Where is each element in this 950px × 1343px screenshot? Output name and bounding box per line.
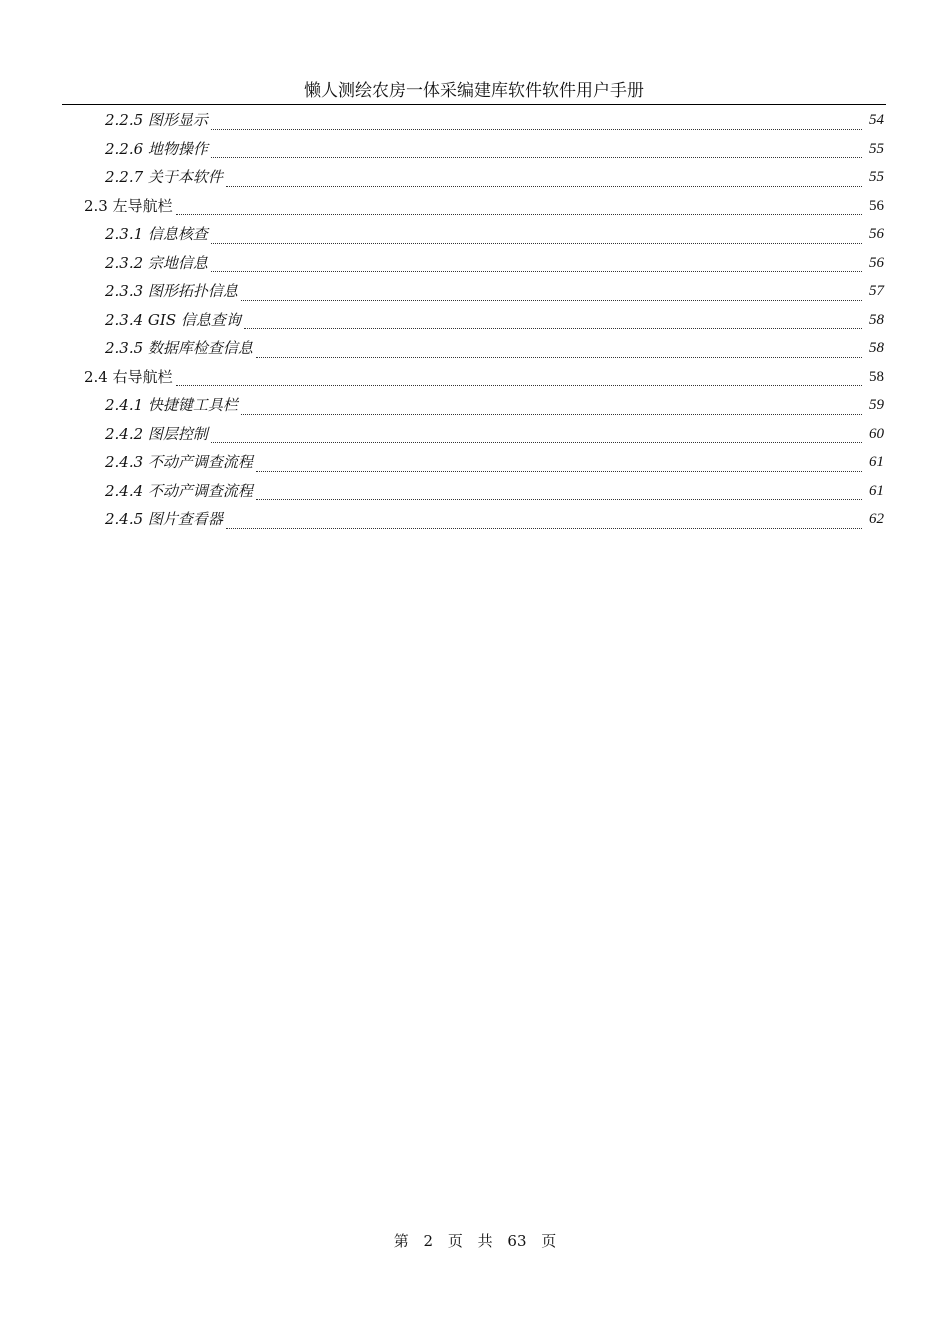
toc-entry[interactable]	[105, 163, 884, 191]
toc-entry-title: 2.4.2 图层控制	[105, 424, 208, 443]
toc-entry-page: 58	[869, 340, 884, 356]
footer-total-pages: 63	[507, 1232, 527, 1250]
toc-entry-title: 2.4 右导航栏	[84, 367, 173, 386]
toc-entry-page: 55	[869, 169, 884, 185]
page-header	[62, 78, 886, 105]
toc-entry-page: 56	[869, 254, 884, 271]
toc-entry-title: 2.4.5 图片查看器	[105, 510, 223, 528]
document-title: 懒人测绘农房一体采编建库软件软件用户手册	[304, 81, 644, 101]
toc-entry[interactable]	[84, 363, 884, 391]
toc-entry-page: 54	[869, 112, 884, 128]
footer-page-word: 页	[447, 1232, 463, 1250]
toc-entry-title: 2.3 左导航栏	[84, 196, 173, 215]
toc-entry-title: 2.2.5 图形显示	[105, 111, 208, 129]
toc-entry-page: 58	[869, 311, 884, 328]
toc-entry[interactable]	[105, 306, 884, 334]
toc-dot-leader	[211, 119, 862, 130]
footer-prefix: 第	[393, 1232, 409, 1250]
toc-entry[interactable]	[105, 448, 884, 476]
toc-entry-page: 60	[869, 425, 884, 442]
toc-dot-leader	[211, 432, 862, 443]
toc-entry-title: 2.3.2 宗地信息	[105, 253, 208, 272]
toc-dot-leader	[256, 489, 862, 500]
toc-dot-leader	[176, 204, 862, 215]
toc-entry[interactable]	[105, 477, 884, 505]
toc-entry-title: 2.4.1 快捷键工具栏	[105, 396, 238, 414]
toc-entry-title: 2.4.4 不动产调查流程	[105, 481, 253, 500]
toc-entry[interactable]	[105, 277, 884, 305]
toc-entry[interactable]	[105, 420, 884, 448]
toc-dot-leader	[226, 176, 862, 187]
toc-entry-page: 62	[869, 511, 884, 527]
toc-entry[interactable]	[105, 106, 884, 134]
footer-current-page: 2	[423, 1232, 434, 1250]
toc-entry[interactable]	[105, 334, 884, 362]
footer-suffix: 页	[541, 1232, 557, 1250]
toc-entry[interactable]	[105, 391, 884, 419]
toc-entry-title: 2.3.1 信息核查	[105, 225, 208, 243]
toc-entry-page: 61	[869, 454, 884, 470]
toc-dot-leader	[226, 518, 862, 529]
toc-entry-page: 56	[869, 226, 884, 242]
toc-entry-title: 2.3.3 图形拓扑信息	[105, 282, 238, 300]
toc-entry-title: 2.3.5 数据库检查信息	[105, 339, 253, 357]
toc-entry[interactable]	[105, 505, 884, 533]
toc-entry-title: 2.2.6 地物操作	[105, 139, 208, 158]
toc-entry-page: 55	[869, 140, 884, 157]
toc-dot-leader	[211, 147, 862, 158]
toc-entry-page: 58	[869, 368, 884, 385]
toc-entry-title: 2.2.7 关于本软件	[105, 168, 223, 186]
toc-dot-leader	[241, 404, 862, 415]
toc-entry-page: 59	[869, 397, 884, 413]
toc-dot-leader	[211, 261, 862, 272]
toc-entry[interactable]	[105, 220, 884, 248]
toc-entry-page: 57	[869, 283, 884, 299]
toc-entry-page: 61	[869, 482, 884, 499]
toc-entry-title: 2.3.4 GIS 信息查询	[105, 310, 241, 329]
toc-dot-leader	[241, 290, 862, 301]
toc-dot-leader	[211, 233, 862, 244]
toc-entry[interactable]	[84, 192, 884, 220]
toc-dot-leader	[244, 318, 862, 329]
page-footer	[0, 1230, 950, 1252]
toc-dot-leader	[256, 347, 862, 358]
toc-dot-leader	[256, 461, 862, 472]
toc-dot-leader	[176, 375, 862, 386]
toc-entry-page: 56	[869, 197, 884, 214]
toc-entry[interactable]	[105, 135, 884, 163]
toc-entry-title: 2.4.3 不动产调查流程	[105, 453, 253, 471]
toc-entry[interactable]	[105, 249, 884, 277]
footer-total-word: 共	[477, 1232, 493, 1250]
